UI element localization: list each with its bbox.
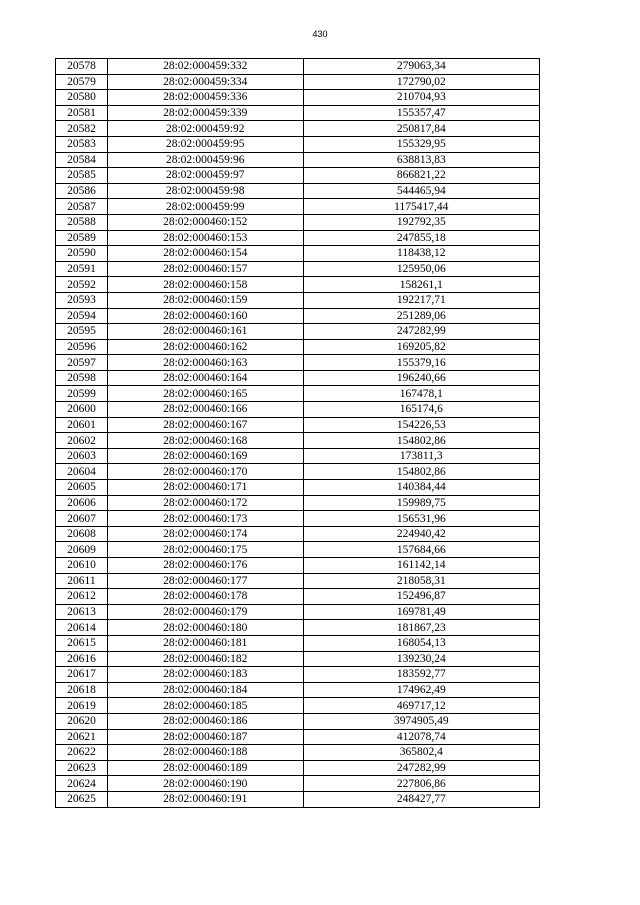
row-number-cell: 20622 — [56, 745, 108, 761]
cadastral-number-cell: 28:02:000460:179 — [107, 604, 303, 620]
row-number-cell: 20607 — [56, 511, 108, 527]
table-row — [56, 59, 540, 75]
cadastral-number-cell: 28:02:000460:167 — [107, 417, 303, 433]
cadastral-number-cell: 28:02:000460:188 — [107, 745, 303, 761]
cadastral-number-cell: 28:02:000460:173 — [107, 511, 303, 527]
row-number-cell: 20593 — [56, 292, 108, 308]
cadastral-number-cell: 28:02:000460:163 — [107, 355, 303, 371]
cadastral-number-cell: 28:02:000460:175 — [107, 542, 303, 558]
row-number-cell: 20581 — [56, 105, 108, 121]
cadastral-value-cell: 173811,3 — [303, 448, 539, 464]
row-number-cell: 20619 — [56, 698, 108, 714]
cadastral-number-cell: 28:02:000460:153 — [107, 230, 303, 246]
row-number-cell: 20595 — [56, 324, 108, 340]
row-number-cell: 20583 — [56, 136, 108, 152]
cadastral-value-cell: 247855,18 — [303, 230, 539, 246]
cadastral-value-cell: 154226,53 — [303, 417, 539, 433]
row-number-cell: 20618 — [56, 682, 108, 698]
row-number-cell: 20590 — [56, 246, 108, 262]
cadastral-value-cell: 158261,1 — [303, 277, 539, 293]
table-row — [56, 402, 540, 418]
table-row — [56, 573, 540, 589]
table-row — [56, 168, 540, 184]
row-number-cell: 20613 — [56, 604, 108, 620]
cadastral-number-cell: 28:02:000460:187 — [107, 729, 303, 745]
cadastral-number-cell: 28:02:000459:334 — [107, 74, 303, 90]
row-number-cell: 20610 — [56, 558, 108, 574]
table-row — [56, 480, 540, 496]
row-number-cell: 20587 — [56, 199, 108, 215]
cadastral-number-cell: 28:02:000460:185 — [107, 698, 303, 714]
cadastral-number-cell: 28:02:000460:170 — [107, 464, 303, 480]
table-row — [56, 183, 540, 199]
row-number-cell: 20580 — [56, 90, 108, 106]
cadastral-value-cell: 140384,44 — [303, 480, 539, 496]
cadastral-value-cell: 155329,95 — [303, 136, 539, 152]
cadastral-value-cell: 192217,71 — [303, 292, 539, 308]
cadastral-number-cell: 28:02:000460:162 — [107, 339, 303, 355]
cadastral-number-cell: 28:02:000459:98 — [107, 183, 303, 199]
table-row — [56, 136, 540, 152]
cadastral-value-cell: 172790,02 — [303, 74, 539, 90]
row-number-cell: 20614 — [56, 620, 108, 636]
table-row — [56, 729, 540, 745]
table-row — [56, 495, 540, 511]
row-number-cell: 20603 — [56, 448, 108, 464]
cadastral-value-cell: 412078,74 — [303, 729, 539, 745]
table-row — [56, 121, 540, 137]
table-row — [56, 745, 540, 761]
cadastral-number-cell: 28:02:000460:177 — [107, 573, 303, 589]
cadastral-value-cell: 154802,86 — [303, 433, 539, 449]
cadastral-value-cell: 154802,86 — [303, 464, 539, 480]
cadastral-number-cell: 28:02:000460:191 — [107, 791, 303, 807]
cadastral-number-cell: 28:02:000460:172 — [107, 495, 303, 511]
table-row — [56, 292, 540, 308]
cadastral-value-cell: 152496,87 — [303, 589, 539, 605]
row-number-cell: 20623 — [56, 760, 108, 776]
row-number-cell: 20601 — [56, 417, 108, 433]
cadastral-value-cell: 165174,6 — [303, 402, 539, 418]
cadastral-number-cell: 28:02:000460:161 — [107, 324, 303, 340]
cadastral-number-cell: 28:02:000460:174 — [107, 526, 303, 542]
row-number-cell: 20608 — [56, 526, 108, 542]
cadastral-value-cell: 168054,13 — [303, 635, 539, 651]
cadastral-value-cell: 155357,47 — [303, 105, 539, 121]
row-number-cell: 20579 — [56, 74, 108, 90]
row-number-cell: 20598 — [56, 370, 108, 386]
table-row — [56, 90, 540, 106]
cadastral-number-cell: 28:02:000460:165 — [107, 386, 303, 402]
cadastral-value-cell: 181867,23 — [303, 620, 539, 636]
cadastral-number-cell: 28:02:000460:180 — [107, 620, 303, 636]
row-number-cell: 20589 — [56, 230, 108, 246]
cadastral-number-cell: 28:02:000460:190 — [107, 776, 303, 792]
row-number-cell: 20615 — [56, 635, 108, 651]
row-number-cell: 20596 — [56, 339, 108, 355]
table-row — [56, 74, 540, 90]
row-number-cell: 20604 — [56, 464, 108, 480]
cadastral-value-cell: 218058,31 — [303, 573, 539, 589]
table-row — [56, 542, 540, 558]
cadastral-number-cell: 28:02:000460:154 — [107, 246, 303, 262]
table-row — [56, 246, 540, 262]
cadastral-number-cell: 28:02:000460:158 — [107, 277, 303, 293]
row-number-cell: 20578 — [56, 59, 108, 75]
table-row — [56, 199, 540, 215]
cadastral-value-cell: 227806,86 — [303, 776, 539, 792]
table-row — [56, 464, 540, 480]
table-row — [56, 277, 540, 293]
cadastral-value-cell: 156531,96 — [303, 511, 539, 527]
table-row — [56, 324, 540, 340]
table-row — [56, 433, 540, 449]
cadastral-value-cell: 365802,4 — [303, 745, 539, 761]
cadastral-value-cell: 155379,16 — [303, 355, 539, 371]
cadastral-value-cell: 169205,82 — [303, 339, 539, 355]
row-number-cell: 20592 — [56, 277, 108, 293]
row-number-cell: 20611 — [56, 573, 108, 589]
cadastral-number-cell: 28:02:000460:166 — [107, 402, 303, 418]
table-row — [56, 339, 540, 355]
row-number-cell: 20612 — [56, 589, 108, 605]
table-row — [56, 776, 540, 792]
row-number-cell: 20597 — [56, 355, 108, 371]
cadastral-number-cell: 28:02:000460:181 — [107, 635, 303, 651]
cadastral-value-cell: 638813,83 — [303, 152, 539, 168]
table-row — [56, 386, 540, 402]
cadastral-number-cell: 28:02:000460:164 — [107, 370, 303, 386]
table-row — [56, 448, 540, 464]
row-number-cell: 20625 — [56, 791, 108, 807]
cadastral-number-cell: 28:02:000460:178 — [107, 589, 303, 605]
cadastral-value-cell: 1175417,44 — [303, 199, 539, 215]
cadastral-number-cell: 28:02:000460:169 — [107, 448, 303, 464]
cadastral-value-cell: 174962,49 — [303, 682, 539, 698]
cadastral-number-cell: 28:02:000459:99 — [107, 199, 303, 215]
cadastral-value-cell: 118438,12 — [303, 246, 539, 262]
row-number-cell: 20605 — [56, 480, 108, 496]
cadastral-number-cell: 28:02:000460:171 — [107, 480, 303, 496]
table-row — [56, 713, 540, 729]
cadastral-value-cell: 167478,1 — [303, 386, 539, 402]
cadastral-value-cell: 224940,42 — [303, 526, 539, 542]
cadastral-number-cell: 28:02:000459:336 — [107, 90, 303, 106]
table-row — [56, 526, 540, 542]
cadastral-value-table — [55, 58, 540, 808]
cadastral-value-cell: 139230,24 — [303, 651, 539, 667]
row-number-cell: 20588 — [56, 214, 108, 230]
table-row — [56, 230, 540, 246]
cadastral-number-cell: 28:02:000459:96 — [107, 152, 303, 168]
table-row — [56, 105, 540, 121]
cadastral-number-cell: 28:02:000459:95 — [107, 136, 303, 152]
row-number-cell: 20591 — [56, 261, 108, 277]
page-number: 430 — [312, 29, 328, 39]
table-row — [56, 791, 540, 807]
table-row — [56, 620, 540, 636]
cadastral-value-cell: 169781,49 — [303, 604, 539, 620]
row-number-cell: 20620 — [56, 713, 108, 729]
row-number-cell: 20621 — [56, 729, 108, 745]
cadastral-number-cell: 28:02:000459:92 — [107, 121, 303, 137]
cadastral-number-cell: 28:02:000459:97 — [107, 168, 303, 184]
row-number-cell: 20602 — [56, 433, 108, 449]
cadastral-number-cell: 28:02:000460:186 — [107, 713, 303, 729]
table-row — [56, 635, 540, 651]
row-number-cell: 20594 — [56, 308, 108, 324]
cadastral-value-cell: 157684,66 — [303, 542, 539, 558]
table-row — [56, 355, 540, 371]
table-row — [56, 152, 540, 168]
row-number-cell: 20600 — [56, 402, 108, 418]
table-row — [56, 604, 540, 620]
cadastral-number-cell: 28:02:000459:339 — [107, 105, 303, 121]
cadastral-number-cell: 28:02:000460:189 — [107, 760, 303, 776]
cadastral-value-cell: 248427,77 — [303, 791, 539, 807]
table-row — [56, 370, 540, 386]
table-row — [56, 511, 540, 527]
cadastral-number-cell: 28:02:000460:152 — [107, 214, 303, 230]
cadastral-value-cell: 210704,93 — [303, 90, 539, 106]
cadastral-value-cell: 866821,22 — [303, 168, 539, 184]
cadastral-value-cell: 3974905,49 — [303, 713, 539, 729]
cadastral-number-cell: 28:02:000460:168 — [107, 433, 303, 449]
cadastral-value-cell: 161142,14 — [303, 558, 539, 574]
row-number-cell: 20584 — [56, 152, 108, 168]
table-row — [56, 682, 540, 698]
cadastral-value-cell: 183592,77 — [303, 667, 539, 683]
cadastral-number-cell: 28:02:000460:176 — [107, 558, 303, 574]
table-row — [56, 308, 540, 324]
cadastral-value-cell: 159989,75 — [303, 495, 539, 511]
table-row — [56, 667, 540, 683]
cadastral-value-cell: 192792,35 — [303, 214, 539, 230]
cadastral-value-cell: 247282,99 — [303, 760, 539, 776]
cadastral-value-cell: 544465,94 — [303, 183, 539, 199]
cadastral-number-cell: 28:02:000460:182 — [107, 651, 303, 667]
table-row — [56, 760, 540, 776]
row-number-cell: 20582 — [56, 121, 108, 137]
cadastral-value-cell: 279063,34 — [303, 59, 539, 75]
cadastral-value-cell: 469717,12 — [303, 698, 539, 714]
cadastral-number-cell: 28:02:000460:157 — [107, 261, 303, 277]
table-row — [56, 417, 540, 433]
row-number-cell: 20616 — [56, 651, 108, 667]
cadastral-number-cell: 28:02:000460:183 — [107, 667, 303, 683]
row-number-cell: 20585 — [56, 168, 108, 184]
cadastral-value-cell: 196240,66 — [303, 370, 539, 386]
table-body — [56, 59, 540, 808]
table-row — [56, 651, 540, 667]
cadastral-number-cell: 28:02:000459:332 — [107, 59, 303, 75]
row-number-cell: 20606 — [56, 495, 108, 511]
table-row — [56, 698, 540, 714]
table-row — [56, 261, 540, 277]
cadastral-number-cell: 28:02:000460:159 — [107, 292, 303, 308]
cadastral-value-cell: 251289,06 — [303, 308, 539, 324]
cadastral-number-cell: 28:02:000460:160 — [107, 308, 303, 324]
row-number-cell: 20617 — [56, 667, 108, 683]
table-row — [56, 558, 540, 574]
row-number-cell: 20599 — [56, 386, 108, 402]
row-number-cell: 20609 — [56, 542, 108, 558]
cadastral-value-cell: 247282,99 — [303, 324, 539, 340]
row-number-cell: 20624 — [56, 776, 108, 792]
table-row — [56, 589, 540, 605]
table-row — [56, 214, 540, 230]
cadastral-value-cell: 250817,84 — [303, 121, 539, 137]
cadastral-number-cell: 28:02:000460:184 — [107, 682, 303, 698]
cadastral-value-cell: 125950,06 — [303, 261, 539, 277]
row-number-cell: 20586 — [56, 183, 108, 199]
